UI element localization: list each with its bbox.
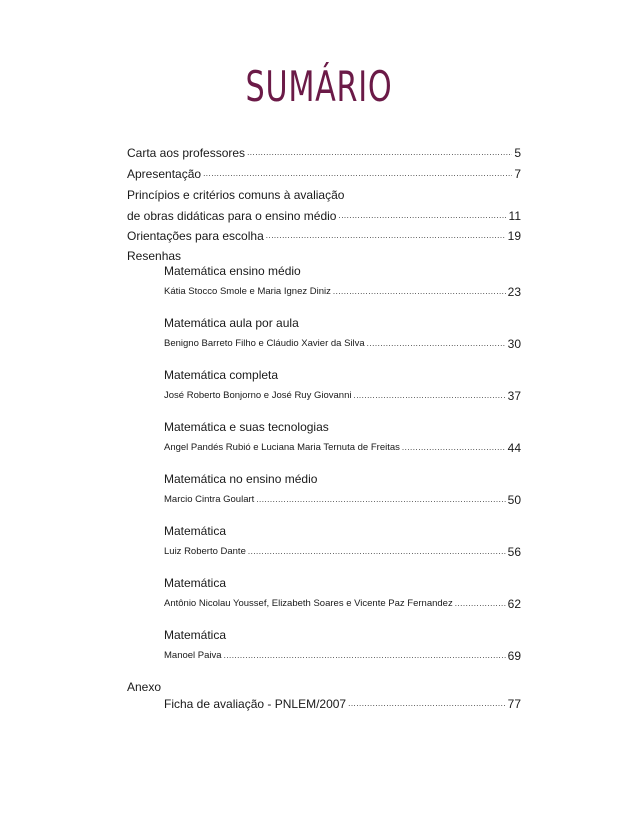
review-title: Matemática e suas tecnologias <box>164 420 329 434</box>
review-title: Matemática <box>164 576 227 590</box>
review-entry[interactable] <box>164 420 521 455</box>
review-authors: Luiz Roberto Dante <box>164 546 246 557</box>
review-entry[interactable] <box>164 472 521 507</box>
review-title: Matemática ensino médio <box>164 264 301 278</box>
toc-page-number: 30 <box>507 337 521 351</box>
review-entry[interactable] <box>164 368 521 403</box>
dot-leader <box>348 699 506 711</box>
review-authors: Kátia Stocco Smole e Maria Ignez Diniz <box>164 286 331 297</box>
review-entry[interactable] <box>164 628 521 663</box>
dot-leader <box>402 443 506 455</box>
review-title: Matemática aula por aula <box>164 316 299 330</box>
toc-entry-apresentacao[interactable] <box>127 167 521 181</box>
dot-leader <box>455 599 506 611</box>
toc-entry-orientacoes[interactable] <box>127 229 521 243</box>
review-title: Matemática no ensino médio <box>164 472 318 486</box>
toc-page-number: 62 <box>507 597 521 611</box>
review-title: Matemática <box>164 524 227 538</box>
review-authors: Marcio Cintra Goulart <box>164 494 255 505</box>
review-title: Matemática completa <box>164 368 279 382</box>
dot-leader <box>367 339 506 351</box>
toc-entry-principios[interactable] <box>127 188 521 223</box>
toc-section-resenhas: Resenhas <box>127 249 182 263</box>
review-authors: Angel Pandés Rubió e Luciana Maria Ternuta de Freitas <box>164 442 400 453</box>
dot-leader <box>266 231 506 243</box>
toc-page-number: 7 <box>514 167 521 181</box>
toc-page-number: 44 <box>507 441 521 455</box>
dot-leader <box>338 211 506 223</box>
toc-entry-label: de obras didáticas para o ensino médio <box>127 209 337 223</box>
review-entry[interactable] <box>164 524 521 559</box>
toc-page-number: 77 <box>507 697 521 711</box>
review-authors: Manoel Paiva <box>164 650 222 661</box>
toc-page-number: 37 <box>507 389 521 403</box>
toc-page-number: 5 <box>514 146 521 160</box>
toc-page-number: 50 <box>507 493 521 507</box>
toc-section-anexo: Anexo <box>127 680 162 694</box>
toc-page-number: 11 <box>508 209 521 223</box>
toc-entry-label: Princípios e critérios comuns à avaliação <box>127 188 345 202</box>
dot-leader <box>248 547 506 559</box>
review-entry[interactable] <box>164 264 521 299</box>
toc-entry-carta[interactable] <box>127 146 521 160</box>
dot-leader <box>353 391 505 403</box>
toc-entry-label: Apresentação <box>127 167 202 181</box>
toc-entry-label: Orientações para escolha <box>127 229 264 243</box>
toc-page-number: 23 <box>507 285 521 299</box>
toc-entry-label: Carta aos professores <box>127 146 246 160</box>
dot-leader <box>224 651 506 663</box>
page-title: SUMÁRIO <box>245 62 393 111</box>
review-authors: Antônio Nicolau Youssef, Elizabeth Soares e Vicente Paz Fernandez <box>164 598 453 609</box>
dot-leader <box>247 148 512 160</box>
toc-page-number: 69 <box>507 649 521 663</box>
toc-page-number: 56 <box>507 545 521 559</box>
review-title: Matemática <box>164 628 227 642</box>
dot-leader <box>256 495 505 507</box>
review-authors: José Roberto Bonjorno e José Ruy Giovanni <box>164 390 352 401</box>
dot-leader <box>333 287 506 299</box>
review-entry[interactable] <box>164 316 521 351</box>
toc-page-number: 19 <box>507 229 521 243</box>
review-authors: Benigno Barreto Filho e Cláudio Xavier da Silva <box>164 338 365 349</box>
annex-item-label: Ficha de avaliação - PNLEM/2007 <box>164 697 347 711</box>
annex-entry[interactable] <box>164 697 521 711</box>
review-entry[interactable] <box>164 576 521 611</box>
dot-leader <box>203 169 512 181</box>
